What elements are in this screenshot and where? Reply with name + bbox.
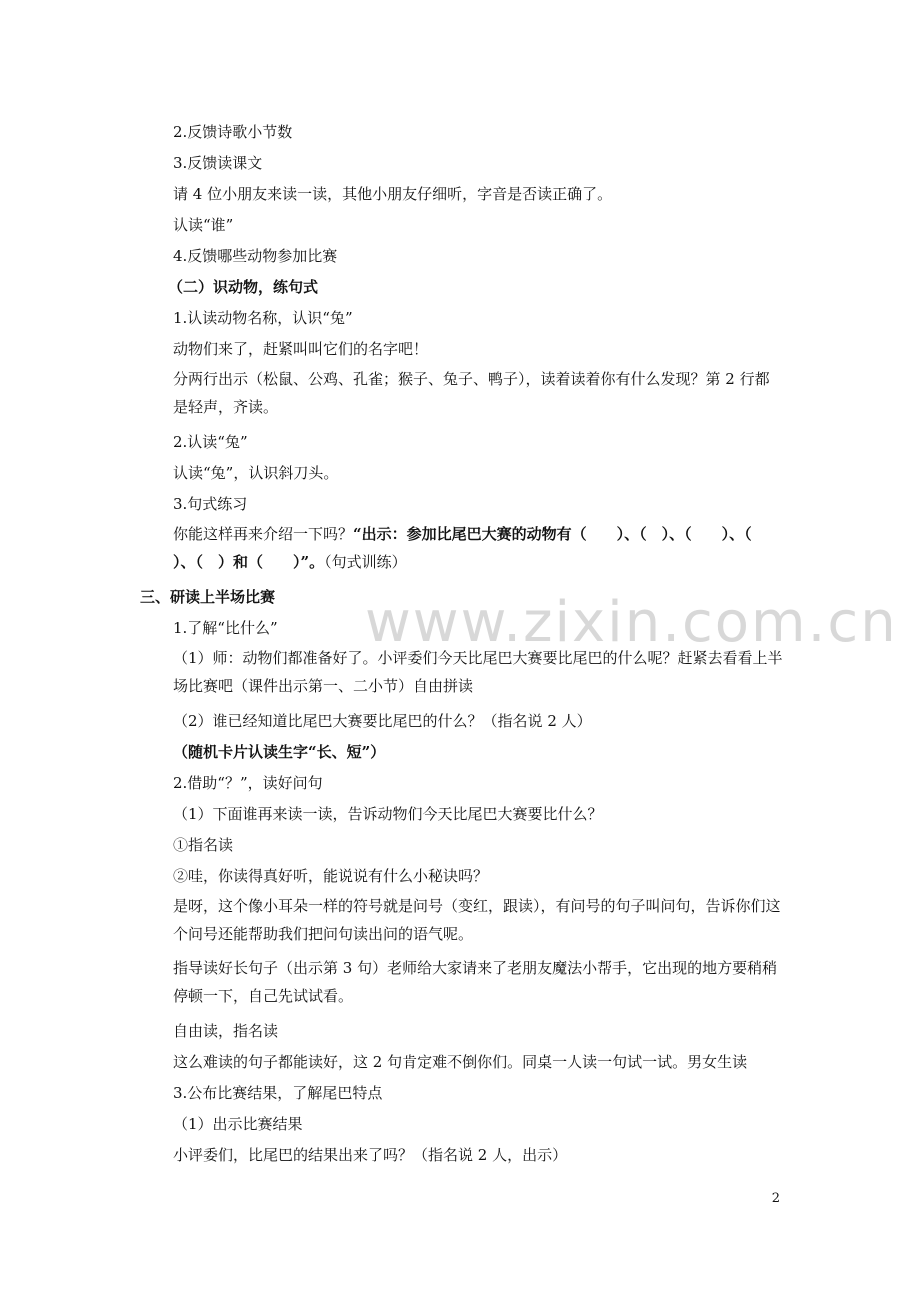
paragraph: 2.反馈诗歌小节数 xyxy=(173,123,293,141)
paragraph: 请 4 位小朋友来读一读，其他小朋友仔细听，字音是否读正确了。 xyxy=(173,185,613,203)
paragraph: 动物们来了，赶紧叫叫它们的名字吧！ xyxy=(173,340,429,358)
paragraph: 2.认读“兔” xyxy=(173,433,248,451)
paragraph: 3.句式练习 xyxy=(173,495,248,513)
paragraph: 2.借助“？”，读好问句 xyxy=(173,774,323,792)
paragraph: 4.反馈哪些动物参加比赛 xyxy=(173,247,338,265)
paragraph xyxy=(140,520,783,576)
paragraph: （2）谁已经知道比尾巴大赛要比尾巴的什么？（指名说 2 人） xyxy=(173,712,592,730)
sentence-prompt: 你能这样再来介绍一下吗？ xyxy=(173,525,354,543)
paragraph: 指导读好长句子（出示第 3 句）老师给大家请来了老朋友魔法小帮手，它出现的地方要稍稍停顿一下，自己先试试看。 xyxy=(173,959,778,1005)
paragraph: 分两行出示（松鼠、公鸡、孔雀；猴子、兔子、鸭子），读着读着你有什么发现？第 2 行都是轻声，齐读。 xyxy=(173,370,770,416)
paragraph: （1）出示比赛结果 xyxy=(173,1115,303,1133)
paragraph: ①指名读 xyxy=(173,836,234,854)
page-number: 2 xyxy=(771,1191,780,1206)
paragraph: 自由读，指名读 xyxy=(173,1022,279,1040)
paragraph: 这么难读的句子都能读好，这 2 句肯定难不倒你们。同桌一人读一句试一试。男女生读 xyxy=(173,1053,748,1071)
paragraph: 1.了解“比什么” xyxy=(173,619,278,637)
paragraph: 3.反馈读课文 xyxy=(173,154,263,172)
paragraph: 3.公布比赛结果，了解尾巴特点 xyxy=(173,1084,383,1102)
section-heading: （随机卡片认读生字“长、短”） xyxy=(173,743,386,761)
sentence-note: （句式训练） xyxy=(324,553,407,571)
paragraph: 是呀，这个像小耳朵一样的符号就是问号（变红，跟读），有问号的句子叫问句，告诉你们这个问号还能帮助我们把问句读出问的语气呢。 xyxy=(173,897,781,943)
paragraph: （1）下面谁再来读一读，告诉动物们今天比尾巴大赛要比什么？ xyxy=(173,805,603,823)
paragraph: 认读“谁” xyxy=(173,216,234,234)
section-heading: 三、研读上半场比赛 xyxy=(140,588,276,606)
paragraph: 认读“兔”，认识斜刀头。 xyxy=(173,464,339,482)
watermark-text: www.zixin.com.cn xyxy=(365,590,898,655)
document-body xyxy=(140,117,783,1171)
section-heading: （二）识动物，练句式 xyxy=(168,278,319,296)
paragraph: （1）师：动物们都准备好了。小评委们今天比尾巴大赛要比尾巴的什么呢？赶紧去看看上半场比赛吧（课件出示第一、二小节）自由拼读 xyxy=(173,649,783,695)
paragraph: ②哇，你读得真好听，能说说有什么小秘诀吗？ xyxy=(173,867,489,885)
paragraph: 1.认读动物名称，认识“兔” xyxy=(173,309,353,327)
paragraph: 小评委们，比尾巴的结果出来了吗？（指名说 2 人，出示） xyxy=(173,1146,568,1164)
sentence-pattern: “出示：参加比尾巴大赛的动物有（ ）、（ ）、（ ）、（ ）、（ ）和（ ）”。 xyxy=(173,525,782,571)
